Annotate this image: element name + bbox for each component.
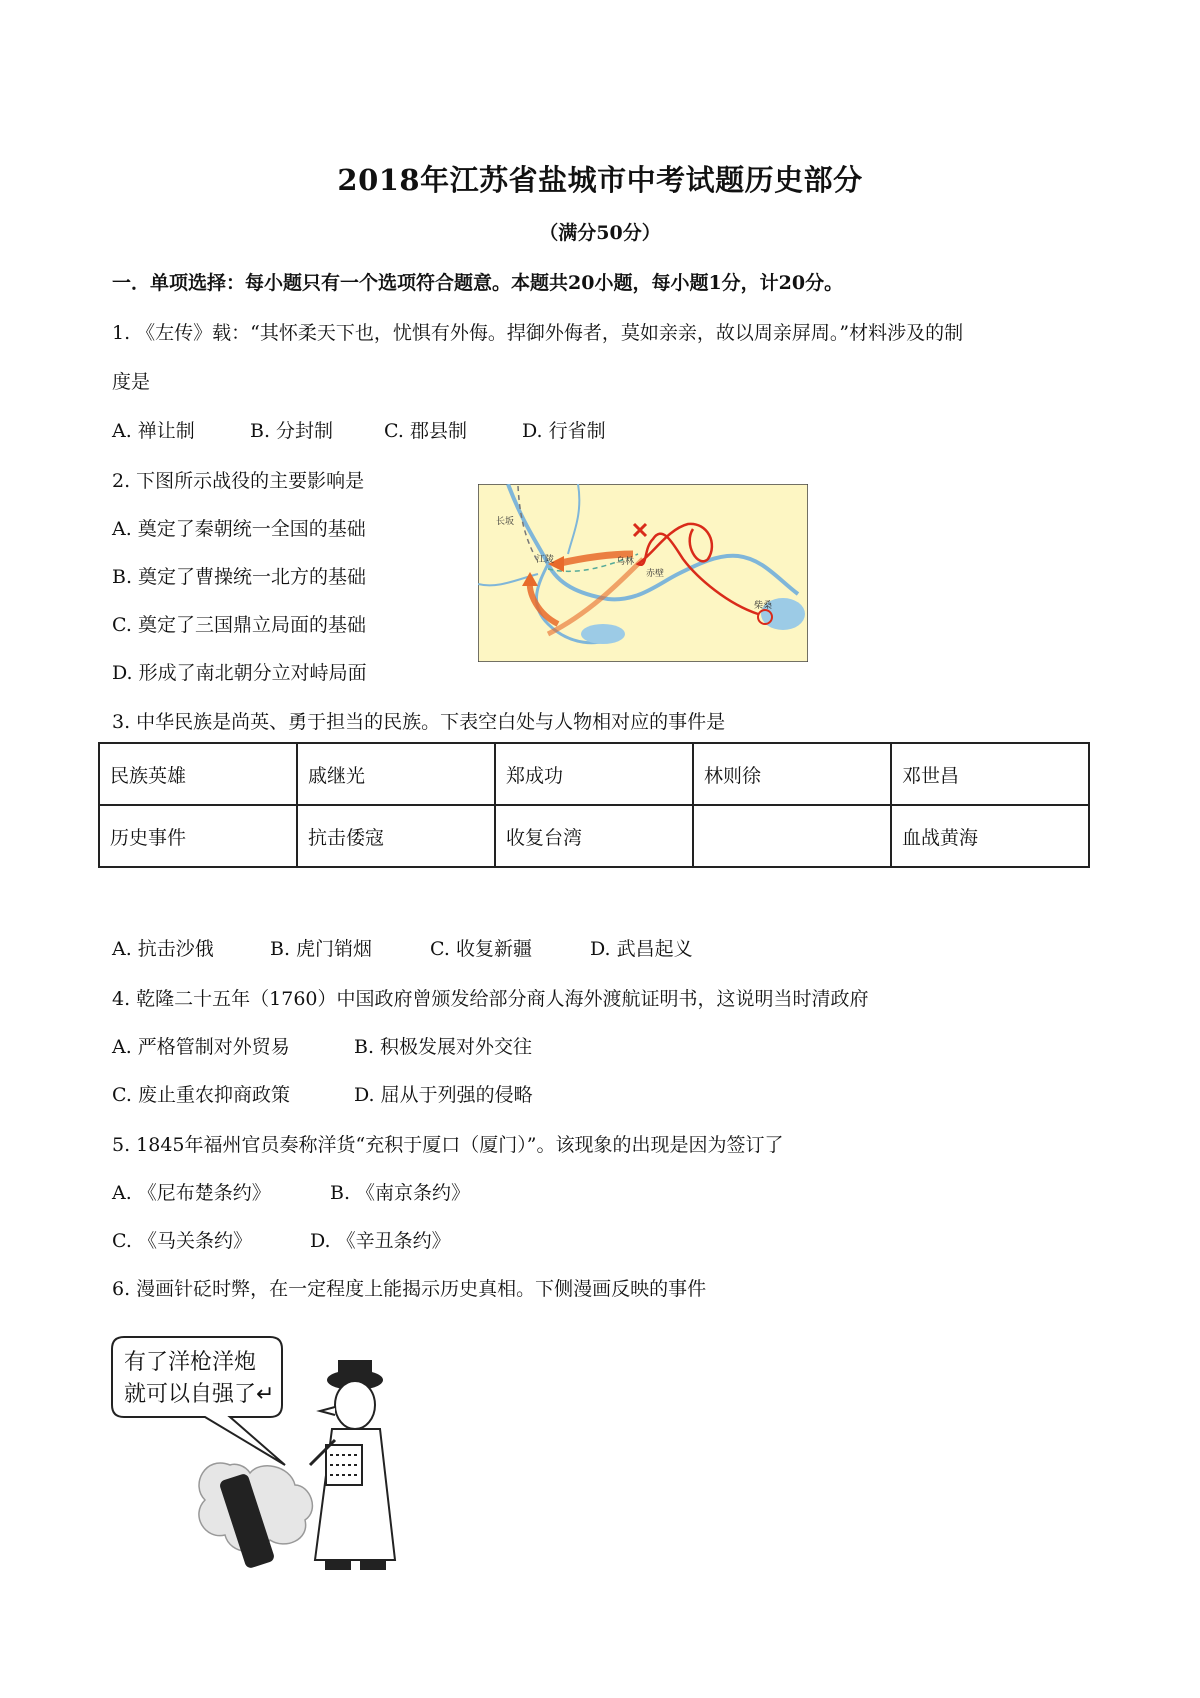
map-label-wulin: 乌林 xyxy=(616,557,635,567)
q1-option-d: D. 行省制 xyxy=(522,420,606,442)
q3-stem: 3. 中华民族是尚英、勇于担当的民族。下表空白处与人物相对应的事件是 xyxy=(112,711,726,733)
q4-option-c: C. 废止重农抑商政策 xyxy=(112,1084,290,1106)
section-heading: 一．单项选择：每小题只有一个选项符合题意。本题共20小题，每小题1分，计20分。 xyxy=(112,272,844,294)
map-label-chibi: 赤壁 xyxy=(646,569,665,579)
q4-stem: 4. 乾隆二十五年（1760）中国政府曾颁发给部分商人海外渡航证明书，这说明当时清政府 xyxy=(112,988,869,1010)
q3-option-d: D. 武昌起义 xyxy=(590,938,693,960)
q2-stem: 2. 下图所示战役的主要影响是 xyxy=(112,470,365,492)
q5-option-c: C. 《马关条约》 xyxy=(112,1230,252,1252)
q4-option-b: B. 积极发展对外交往 xyxy=(354,1036,533,1058)
map-label-chaisang: 柴桑 xyxy=(754,601,773,611)
q3-option-c: C. 收复新疆 xyxy=(430,938,532,960)
page-title: 2018年江苏省盐城市中考试题历史部分 xyxy=(337,163,863,197)
q4-option-d: D. 屈从于列强的侵略 xyxy=(354,1084,533,1106)
table-row xyxy=(99,805,1089,867)
table-cell: 郑成功 xyxy=(495,743,693,805)
q5-option-d: D. 《辛丑条约》 xyxy=(310,1230,451,1252)
q5-option-a: A. 《尼布楚条约》 xyxy=(112,1182,271,1204)
table-cell: 民族英雄 xyxy=(99,743,297,805)
cartoon-image xyxy=(110,1325,430,1585)
q1-stem-line2: 度是 xyxy=(112,371,151,393)
table-cell: 收复台湾 xyxy=(495,805,693,867)
q1-stem-line1: 1. 《左传》载：“其怀柔天下也，忧惧有外侮。捍御外侮者，莫如亲亲，故以周亲屏周。”材料涉及的制 xyxy=(112,322,964,344)
hero-table xyxy=(98,742,1090,868)
bubble-line-2: 就可以自强了↵ xyxy=(124,1382,275,1407)
q1-option-a: A. 禅让制 xyxy=(112,420,195,442)
q4-option-a: A. 严格管制对外贸易 xyxy=(112,1036,290,1058)
table-cell: 邓世昌 xyxy=(891,743,1089,805)
table-cell: 林则徐 xyxy=(693,743,891,805)
table-row xyxy=(99,743,1089,805)
q1-option-c: C. 郡县制 xyxy=(384,420,467,442)
bubble-line-1: 有了洋枪洋炮 xyxy=(124,1350,257,1375)
battle-map xyxy=(478,484,808,662)
table-cell-blank xyxy=(693,805,891,867)
map-label-changban: 长坂 xyxy=(496,517,515,527)
q1-option-b: B. 分封制 xyxy=(250,420,334,442)
q2-option-d: D. 形成了南北朝分立对峙局面 xyxy=(112,662,367,684)
q3-option-b: B. 虎门销烟 xyxy=(270,938,373,960)
q3-option-a: A. 抗击沙俄 xyxy=(112,938,214,960)
map-label-jiangling: 江陵 xyxy=(536,555,555,565)
q6-stem: 6. 漫画针砭时弊，在一定程度上能揭示历史真相。下侧漫画反映的事件 xyxy=(112,1278,707,1300)
page-subtitle: （满分50分） xyxy=(539,222,661,244)
table-cell: 抗击倭寇 xyxy=(297,805,495,867)
table-cell: 血战黄海 xyxy=(891,805,1089,867)
q2-option-c: C. 奠定了三国鼎立局面的基础 xyxy=(112,614,366,636)
q2-option-b: B. 奠定了曹操统一北方的基础 xyxy=(112,566,367,588)
q2-option-a: A. 奠定了秦朝统一全国的基础 xyxy=(112,518,366,540)
q5-stem: 5. 1845年福州官员奏称洋货“充积于厦口（厦门）”。该现象的出现是因为签订了 xyxy=(112,1134,784,1156)
table-cell: 历史事件 xyxy=(99,805,297,867)
q5-option-b: B. 《南京条约》 xyxy=(330,1182,471,1204)
table-cell: 戚继光 xyxy=(297,743,495,805)
